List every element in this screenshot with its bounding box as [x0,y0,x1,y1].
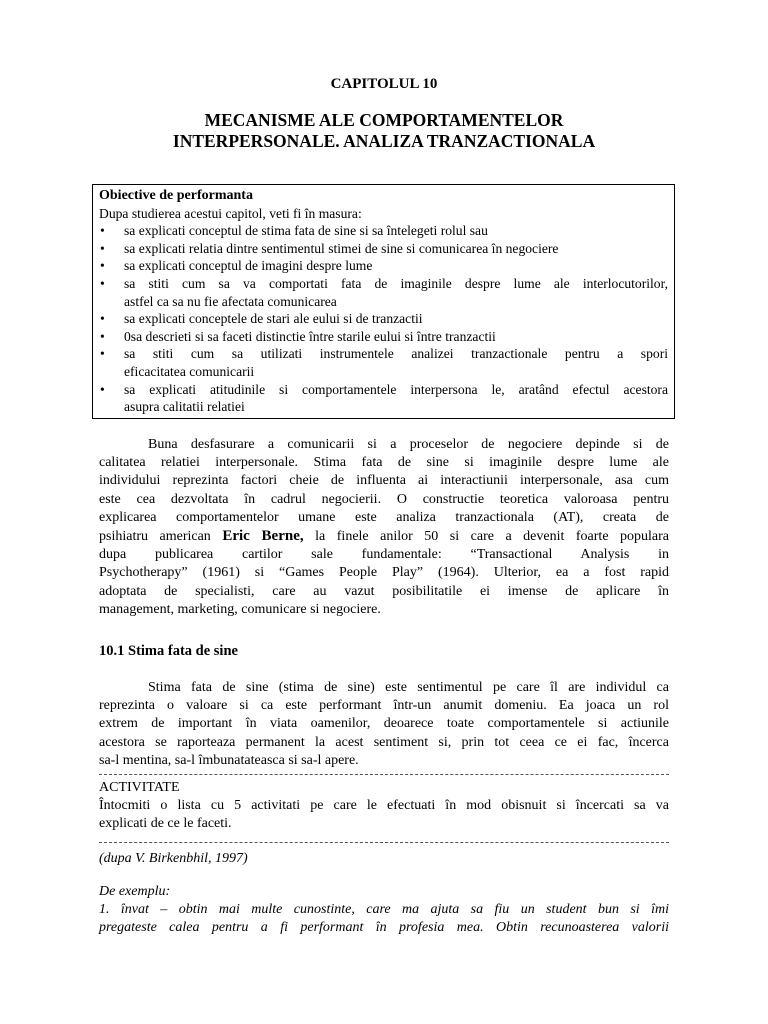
objective-item: • sa explicati atitudinile si comportamentele interpersona le, aratând efectul acestora asupra calitatii relatiei [100,381,668,415]
dashed-divider [99,842,669,843]
bullet-icon: • [100,328,105,344]
citation: (dupa V. Birkenbhil, 1997) [99,851,248,866]
section-heading: 10.1 Stima fata de sine [99,643,238,659]
dashed-divider [99,774,669,775]
bullet-icon: • [100,311,105,327]
bullet-icon: • [100,381,105,397]
bullet-icon: • [100,240,105,256]
chapter-title-line-1: MECANISME ALE COMPORTAMENTELOR [204,110,564,130]
objectives-heading: Obiective de performanta [99,188,253,203]
bullet-icon: • [100,223,105,239]
stima-paragraph: Stima fata de sine (stima de sine) este sentimentul pe care îl are individul ca reprezinta o valoare si ca este performant într-un anumit domeniu. Ea joaca un rol extrem de important în viata oamenilor, deoarece toate comportamentele si actiunile acestora se raporteaza permanent la acest sentiment si, prin tot ceea ce ei fac, încerca sa-l mentina, sa-l îmbunatateasca si sa-l apere. [99,680,669,768]
author-name: Eric Berne, [222,528,304,545]
example-label: De exemplu: [99,884,171,899]
bullet-icon: • [100,258,105,274]
bullet-icon: • [100,275,105,291]
chapter-title-line-2: INTERPERSONALE. ANALIZA TRANZACTIONALA [172,131,596,151]
objective-item: • sa explicati conceptul de imagini despre lume [100,258,373,274]
objective-item: • sa explicati conceptele de stari ale eului si de tranzactii [100,311,423,327]
objective-item: • sa explicati relatia dintre sentimentul stimei de sine si comunicarea în negociere [100,240,559,256]
objective-item: • sa stiti cum sa utilizati instrumentele analizei tranzactionale pentru a spori eficacitatea comunicarii [100,346,668,379]
chapter-label: CAPITOLUL 10 [330,76,438,92]
activity-label: ACTIVITATE [99,780,180,795]
objective-item: • 0sa descrieti si sa faceti distinctie între starile eului si între tranzactii [100,328,496,344]
objectives-intro: Dupa studierea acestui capitol, veti fi în masura: [99,205,362,221]
objectives-box [92,184,675,419]
example-block: De exemplu: 1. învat – obtin mai multe cunostinte, care ma ajuta sa fiu un student bun si îmi pregateste calea pentru a fi performant în profesia mea. Obtin recunoasterea valorii [99,884,669,936]
activity-block: ACTIVITATE Întocmiti o lista cu 5 activitati pe care le efectuati în mod obisnuit si încercati sa va explicati de ce le faceti. [99,780,669,832]
objective-item: • sa explicati conceptul de stima fata de sine si sa întelegeti rolul sau [100,223,488,239]
intro-paragraph: Buna desfasurare a comunicarii si a proceselor de negociere depinde si de calitatea relatiei interpersonale. Stima fata de sine si imaginile despre lume ale individului reprezinta factori cheie de influenta ai interactiunii interpersonale, asa cum este cea dezvoltata în cadrul negocierii. O constructie teoretica valoroasa pentru explicarea comportamentelor umane este analiza tranzactionala (AT), creata de psihiatru american Eric Berne, la finele anilor 50 si care a devenit foarte populara dupa publicarea cartilor sale fundamentale: “Transactional Analysis in Psychotherapy” (1961) si “Games People Play” (1964). Ulterior, ea a fost rapid adoptata de specialisti, care au vazut posibilitatile ei imense de aplicare în management, marketing, comunicare si negociere. [99,437,670,617]
bullet-icon: • [100,346,105,362]
objectives-list [99,222,668,416]
objective-item: • sa stiti cum sa va comportati fata de imaginile despre lume ale interlocutorilor, astfel ca sa nu fie afectata comunicarea [100,275,668,309]
chapter-title [0,110,768,152]
